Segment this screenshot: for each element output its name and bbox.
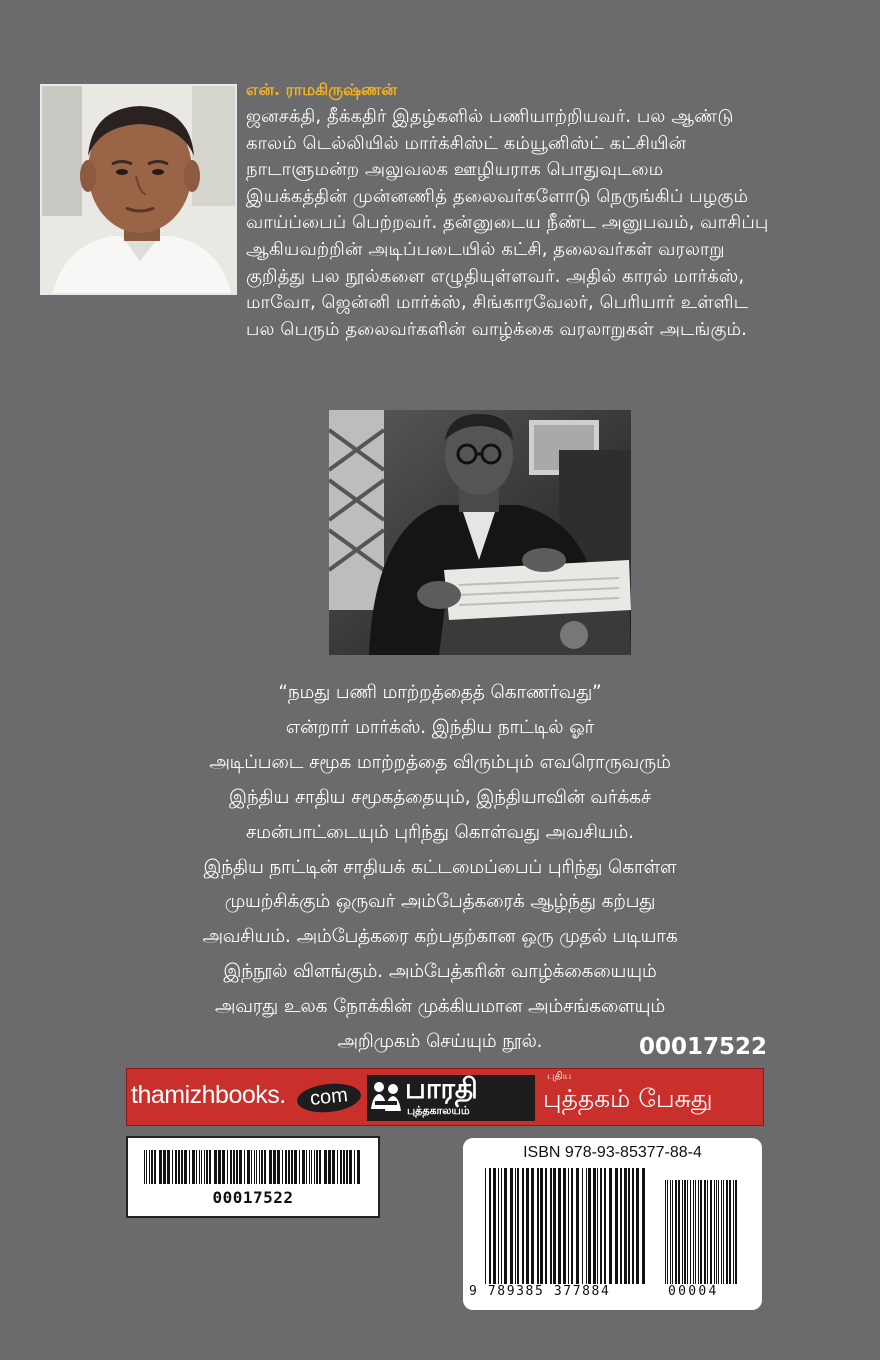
- barcode-bar: [285, 1150, 287, 1184]
- barcode-bar: [227, 1150, 228, 1184]
- barcode-bar: [609, 1168, 612, 1284]
- barcode-bar: [714, 1180, 715, 1284]
- blurb-line: இந்திய நாட்டின் சாதியக் கட்டமைப்பைப் புரிந்து கொள்ள: [203, 856, 677, 878]
- barcode-bar: [236, 1150, 238, 1184]
- barcode-bar: [199, 1150, 200, 1184]
- isbn-barcode: [463, 1138, 762, 1310]
- publisher-band: [126, 1068, 764, 1126]
- barcode-bar: [571, 1168, 573, 1284]
- barcode-bar: [704, 1180, 706, 1284]
- barcode-bar: [667, 1180, 668, 1284]
- barcode-bar: [593, 1168, 596, 1284]
- barcode-bar: [642, 1168, 645, 1284]
- barcode-bar: [710, 1180, 712, 1284]
- blurb-line: முயற்சிக்கும் ஒருவர் அம்பேத்கரைக் ஆழ்ந்து கற்பது: [224, 891, 656, 913]
- barcode-bar: [729, 1180, 731, 1284]
- barcode-bar: [251, 1150, 252, 1184]
- barcode-bar: [144, 1150, 145, 1184]
- isbn-label: ISBN 978-93-85377-88-4: [523, 1144, 702, 1161]
- small-barcode-bars: [144, 1150, 364, 1184]
- isbn-barcode-bars: [483, 1168, 748, 1286]
- barcode-bar: [726, 1180, 728, 1284]
- barcode-bar: [172, 1150, 173, 1184]
- barcode-bar: [604, 1168, 606, 1284]
- barcode-bar: [299, 1150, 300, 1184]
- author-name: என். ராமகிருஷ்ணன்: [246, 80, 397, 99]
- bharathi-subtitle: புத்தகாலயம்: [407, 1104, 470, 1117]
- barcode-bar: [196, 1150, 197, 1184]
- barcode-bar: [239, 1150, 242, 1184]
- barcode-bar: [515, 1168, 516, 1284]
- barcode-bar: [256, 1150, 257, 1184]
- barcode-bar: [192, 1150, 195, 1184]
- barcode-bar: [586, 1168, 587, 1284]
- barcode-bar: [175, 1150, 177, 1184]
- barcode-bar: [264, 1150, 266, 1184]
- barcode-bar: [309, 1150, 310, 1184]
- author-bio-line: பல பெரும் தலைவர்களின் வாழ்க்கை வரலாறுகள் அடங்கும்.: [246, 318, 747, 340]
- barcode-bar: [553, 1168, 556, 1284]
- barcode-bar: [159, 1150, 162, 1184]
- barcode-bar: [149, 1150, 150, 1184]
- barcode-bar: [733, 1180, 734, 1284]
- barcode-bar: [306, 1150, 307, 1184]
- barcode-bar: [597, 1168, 598, 1284]
- barcode-bar: [636, 1168, 639, 1284]
- barcode-bar: [718, 1180, 719, 1284]
- small-barcode: [126, 1136, 380, 1218]
- blurb-line: அவரது உலக நோக்கின் முக்கியமான அம்சங்களையும்: [214, 996, 666, 1018]
- barcode-bar: [700, 1180, 702, 1284]
- isbn-digits: 9 789385 377884: [469, 1284, 611, 1299]
- barcode-bar: [517, 1168, 519, 1284]
- barcode-bar: [582, 1168, 583, 1284]
- barcode-bar: [244, 1150, 245, 1184]
- barcode-bar: [311, 1150, 312, 1184]
- barcode-bar: [588, 1168, 591, 1284]
- barcode-bar: [568, 1168, 569, 1284]
- barcode-bar: [151, 1150, 153, 1184]
- author-bio-line: குறித்து பல நூல்களை எழுதியுள்ளவர். அதில் காரல் மார்க்ஸ்,: [246, 265, 745, 287]
- author-bio-line: வாய்ப்பைப் பெற்றவர். தன்னுடைய நீண்ட அனுபவம், வாசிப்பு: [246, 212, 769, 234]
- barcode-bar: [247, 1150, 250, 1184]
- barcode-bar: [282, 1150, 283, 1184]
- barcode-bar: [163, 1150, 166, 1184]
- barcode-bar: [550, 1168, 552, 1284]
- barcode-bar: [146, 1150, 147, 1184]
- barcode-bar: [261, 1150, 263, 1184]
- barcode-bar: [620, 1168, 622, 1284]
- barcode-bar: [501, 1168, 502, 1284]
- barcode-bar: [735, 1180, 737, 1284]
- barcode-bar: [201, 1150, 202, 1184]
- barcode-bar: [600, 1168, 602, 1284]
- author-bio: [246, 104, 846, 343]
- barcode-bar: [687, 1180, 688, 1284]
- barcode-bar: [632, 1168, 634, 1284]
- barcode-bar: [332, 1150, 335, 1184]
- barcode-bar: [324, 1150, 327, 1184]
- barcode-bar: [665, 1180, 666, 1284]
- blurb-line: அறிமுகம் செய்யும் நூல்.: [337, 1031, 543, 1053]
- barcode-bar: [672, 1180, 673, 1284]
- barcode-bar: [206, 1150, 208, 1184]
- com-badge: com: [296, 1081, 363, 1116]
- blurb-line: இந்திய சாதிய சமூகத்தையும், இந்தியாவின் வர்க்கச்: [229, 786, 651, 808]
- barcode-bar: [357, 1150, 360, 1184]
- barcode-bar: [531, 1168, 534, 1284]
- product-code: 00017522: [638, 1034, 767, 1060]
- barcode-bar: [698, 1180, 699, 1284]
- barcode-bar: [510, 1168, 513, 1284]
- barcode-bar: [269, 1150, 272, 1184]
- ambedkar-photo: [329, 410, 631, 655]
- addon-digits: 00004: [668, 1284, 719, 1299]
- barcode-bar: [288, 1150, 290, 1184]
- barcode-bar: [337, 1150, 338, 1184]
- barcode-bar: [328, 1150, 331, 1184]
- barcode-bar: [154, 1150, 156, 1184]
- barcode-bar: [254, 1150, 255, 1184]
- reading-people-icon: [369, 1079, 403, 1117]
- author-photo: [40, 84, 237, 295]
- blurb-text: [90, 676, 790, 1060]
- author-bio-line: காலம் டெல்லியில் மார்க்சிஸ்ட் கம்யூனிஸ்ட் கட்சியின்: [246, 132, 687, 154]
- barcode-bar: [498, 1168, 499, 1284]
- barcode-bar: [522, 1168, 524, 1284]
- barcode-bar: [489, 1168, 491, 1284]
- barcode-bar: [545, 1168, 547, 1284]
- barcode-bar: [233, 1150, 235, 1184]
- blurb-line: “நமது பணி மாற்றத்தைத் கொணர்வது”: [278, 682, 602, 703]
- barcode-bar: [209, 1150, 211, 1184]
- barcode-bar: [723, 1180, 724, 1284]
- blurb-line: என்றார் மார்க்ஸ். இந்திய நாட்டில் ஓர்: [285, 716, 595, 738]
- site-label: thamizhbooks.: [131, 1081, 286, 1109]
- barcode-bar: [695, 1180, 696, 1284]
- barcode-bar: [670, 1180, 671, 1284]
- barcode-bar: [291, 1150, 293, 1184]
- barcode-bar: [682, 1180, 683, 1284]
- barcode-bar: [273, 1150, 276, 1184]
- barcode-bar: [707, 1180, 708, 1284]
- blurb-line: அடிப்படை சமூக மாற்றத்தை விரும்பும் எவரொருவரும்: [209, 751, 671, 773]
- barcode-bar: [340, 1150, 342, 1184]
- small-barcode-number: 00017522: [212, 1188, 294, 1207]
- barcode-bar: [189, 1150, 190, 1184]
- barcode-bar: [693, 1180, 694, 1284]
- barcode-bar: [346, 1150, 348, 1184]
- barcode-bar: [563, 1168, 566, 1284]
- blurb-line: சமன்பாட்டையும் புரிந்து கொள்வது அவசியம்.: [246, 821, 634, 843]
- barcode-bar: [716, 1180, 717, 1284]
- barcode-bar: [230, 1150, 232, 1184]
- barcode-bar: [684, 1180, 686, 1284]
- barcode-bar: [181, 1150, 183, 1184]
- barcode-bar: [690, 1180, 691, 1284]
- barcode-bar: [485, 1168, 486, 1284]
- barcode-bar: [354, 1150, 355, 1184]
- barcode-bar: [218, 1150, 221, 1184]
- barcode-bar: [294, 1150, 297, 1184]
- author-bio-line: நாடாளுமன்ற அலுவலக ஊழியராக பொதுவுடமை: [246, 159, 664, 181]
- puthiya-label: புதிய: [547, 1071, 572, 1082]
- barcode-bar: [675, 1180, 677, 1284]
- barcode-bar: [259, 1150, 260, 1184]
- barcode-bar: [204, 1150, 205, 1184]
- blurb-line: அவசியம். அம்பேத்கரை கற்பதற்கான ஒரு முதல் படியாக: [202, 926, 678, 948]
- barcode-bar: [214, 1150, 217, 1184]
- barcode-bar: [314, 1150, 315, 1184]
- barcode-bar: [319, 1150, 321, 1184]
- barcode-bar: [302, 1150, 305, 1184]
- barcode-bar: [178, 1150, 180, 1184]
- bharathi-name: பாரதி: [405, 1072, 478, 1105]
- barcode-bar: [493, 1168, 496, 1284]
- barcode-bar: [343, 1150, 345, 1184]
- bharathi-logo: [367, 1072, 535, 1121]
- barcode-bar: [615, 1168, 618, 1284]
- barcode-bar: [678, 1180, 680, 1284]
- barcode-bar: [628, 1168, 630, 1284]
- author-bio-line: இயக்கத்தின் முன்னணித் தலைவர்களோடு நெருங்கிப் பழகும்: [246, 185, 749, 207]
- barcode-bar: [316, 1150, 318, 1184]
- author-bio-line: ஜனசக்தி, தீக்கதிர் இதழ்களில் பணியாற்றியவர். பல ஆண்டு: [246, 106, 734, 127]
- puthagam-pesuthu-label: புத்தகம் பேசுது: [543, 1084, 713, 1113]
- barcode-bar: [504, 1168, 507, 1284]
- barcode-bar: [526, 1168, 529, 1284]
- author-bio-line: ஆகியவற்றின் அடிப்படையில் கட்சி, தலைவர்கள் வரலாறு: [246, 238, 725, 260]
- barcode-bar: [167, 1150, 170, 1184]
- author-bio-line: மாவோ, ஜென்னி மார்க்ஸ், சிங்காரவேலர், பெரியார் உள்ளிட: [246, 292, 749, 314]
- barcode-bar: [277, 1150, 280, 1184]
- barcode-bar: [558, 1168, 561, 1284]
- barcode-bar: [576, 1168, 579, 1284]
- blurb-line: இந்நூல் விளங்கும். அம்பேத்கரின் வாழ்க்கையையும்: [223, 961, 657, 983]
- barcode-bar: [184, 1150, 187, 1184]
- barcode-bar: [222, 1150, 225, 1184]
- barcode-bar: [721, 1180, 722, 1284]
- barcode-bar: [540, 1168, 543, 1284]
- barcode-bar: [349, 1150, 352, 1184]
- barcode-bar: [624, 1168, 627, 1284]
- barcode-bar: [537, 1168, 539, 1284]
